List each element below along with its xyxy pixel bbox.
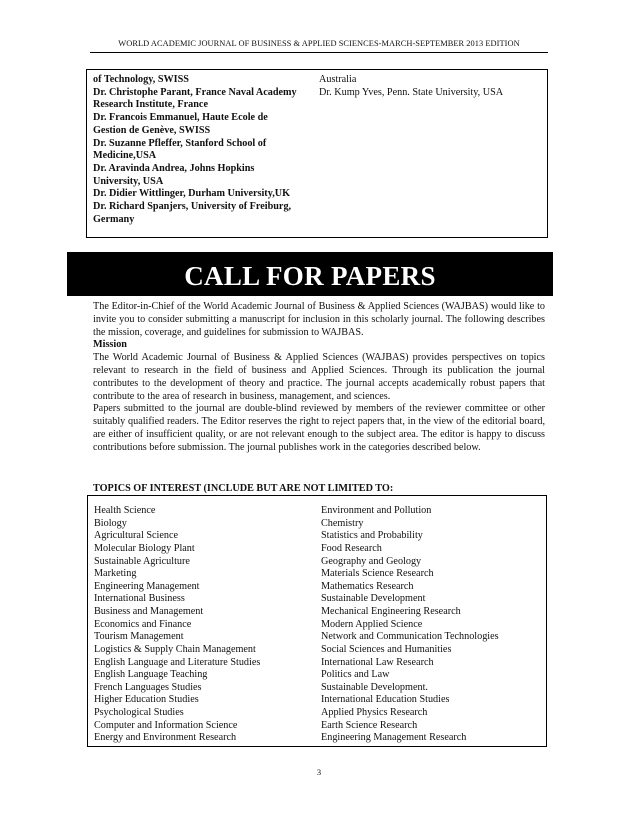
topic-item: Geography and Geology xyxy=(321,555,422,567)
topic-item: Mathematics Research xyxy=(321,580,414,592)
topic-item: French Languages Studies xyxy=(94,681,202,693)
header-rule xyxy=(90,52,548,53)
topic-item: Materials Science Research xyxy=(321,568,434,580)
topic-item: Social Sciences and Humanities xyxy=(321,643,452,655)
topic-item: English Language Teaching xyxy=(94,669,208,681)
topic-item: Logistics & Supply Chain Management xyxy=(94,643,256,655)
topic-item: Applied Physics Research xyxy=(321,707,428,718)
topic-item: Marketing xyxy=(94,568,137,580)
topic-item: Environment and Pollution xyxy=(321,505,432,516)
topic-item: Mechanical Engineering Research xyxy=(321,606,461,617)
topic-item: International Business xyxy=(94,593,185,605)
editorial-board-left-column xyxy=(93,74,315,226)
board-line: Gestion de Genève, SWISS xyxy=(93,124,211,136)
board-line: Research Institute, France xyxy=(93,99,208,111)
topic-item: Engineering Management Research xyxy=(321,732,467,744)
call-for-papers-banner xyxy=(67,252,553,296)
topic-item: International Law Research xyxy=(321,656,434,668)
review-paragraph: Papers submitted to the journal are double-blind reviewed by members of the reviewer committee or other suitably qualified readers. The Editor reserves the right to reject papers that, in the view of the editorial board, are either of insufficient quality, or are not relevant enough to the subject area. The editor is happy to discuss contributions before submission. The journal publishes work in the categories described below. xyxy=(93,403,545,453)
board-line: of Technology, SWISS xyxy=(93,74,189,85)
topics-right-column xyxy=(321,505,543,745)
intro-paragraph: The Editor-in-Chief of the World Academic Journal of Business & Applied Sciences (WAJBAS) would like to invite you to consider submitting a manuscript for inclusion in this scholarly journal. The following describes the mission, coverage, and guidelines for submission to WAJBAS. xyxy=(93,301,545,338)
topic-item: Statistics and Probability xyxy=(321,530,423,542)
topic-item: International Education Studies xyxy=(321,694,450,706)
board-line: Australia xyxy=(319,74,357,85)
topic-item: Energy and Environment Research xyxy=(94,732,237,744)
board-line: Dr. Aravinda Andrea, Johns Hopkins xyxy=(93,162,255,174)
topic-item: Computer and Information Science xyxy=(94,719,238,731)
topic-item: Politics and Law xyxy=(321,669,390,681)
topics-heading: TOPICS OF INTEREST (INCLUDE BUT ARE NOT LIMITED TO: xyxy=(93,483,394,494)
topic-item: Agricultural Science xyxy=(94,530,179,542)
board-line: Germany xyxy=(93,213,135,225)
topic-item: Psychological Studies xyxy=(94,707,184,718)
board-line: Dr. Kump Yves, Penn. State University, USA xyxy=(319,86,504,98)
banner-title: CALL FOR PAPERS xyxy=(184,260,436,291)
topic-item: Health Science xyxy=(94,505,156,516)
topic-item: Sustainable Development xyxy=(321,593,426,605)
page-number: 3 xyxy=(316,767,322,777)
topic-item: Higher Education Studies xyxy=(94,694,199,706)
board-line: Dr. Suzanne Pfleffer, Stanford School of xyxy=(93,137,267,149)
board-line: University, USA xyxy=(93,175,164,187)
mission-paragraph: The World Academic Journal of Business & Applied Sciences (WAJBAS) provides perspectives on topics relevant to research in the field of business and Applied Sciences. Through its publication the journal contributes to the development of theory and practice. The journal accepts academically robust papers that contribute to the area of research in business, management, and sciences. xyxy=(93,352,545,402)
topic-item: Earth Science Research xyxy=(321,719,418,731)
topic-item: Food Research xyxy=(321,542,382,554)
board-line: Dr. Richard Spanjers, University of Freiburg, xyxy=(93,201,292,213)
editorial-board-right-column xyxy=(319,74,543,99)
topic-item: Modern Applied Science xyxy=(321,618,423,630)
board-line: Dr. Didier Wittlinger, Durham University,UK xyxy=(93,188,291,200)
topic-item: English Language and Literature Studies xyxy=(94,656,261,668)
topic-item: Sustainable Development. xyxy=(321,681,428,693)
topic-item: Tourism Management xyxy=(94,631,184,643)
body-text xyxy=(93,301,545,455)
topic-item: Business and Management xyxy=(94,606,204,617)
topic-item: Engineering Management xyxy=(94,580,200,592)
board-line: Medicine,USA xyxy=(93,150,157,162)
topic-item: Sustainable Agriculture xyxy=(94,555,190,567)
topic-item: Biology xyxy=(94,517,127,529)
topic-item: Molecular Biology Plant xyxy=(94,542,195,554)
board-line: Dr. Christophe Parant, France Naval Academy xyxy=(93,86,297,98)
topics-left-column xyxy=(94,505,314,745)
topics-box xyxy=(87,495,547,747)
board-line: Dr. Francois Emmanuel, Haute Ecole de xyxy=(93,112,268,124)
mission-heading: Mission xyxy=(93,339,127,351)
topic-item: Economics and Finance xyxy=(94,618,192,630)
running-header: WORLD ACADEMIC JOURNAL OF BUSINESS & APPLIED SCIENCES-MARCH-SEPTEMBER 2013 EDITION xyxy=(118,39,520,48)
editorial-board-box xyxy=(86,69,548,238)
topic-item: Network and Communication Technologies xyxy=(321,631,499,643)
topic-item: Chemistry xyxy=(321,517,364,529)
